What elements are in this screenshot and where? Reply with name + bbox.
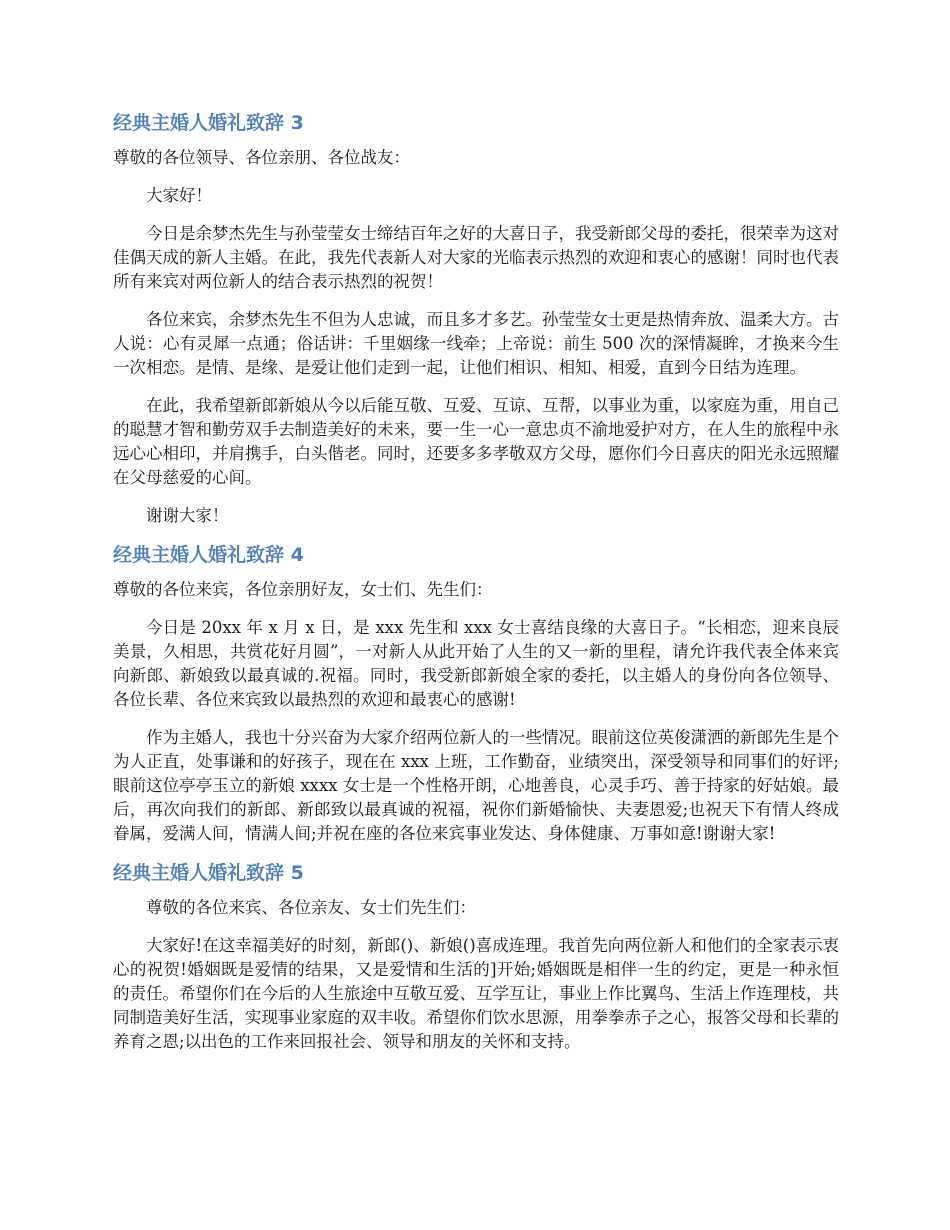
section-heading: 经典主婚人婚礼致辞 4 [113, 544, 304, 566]
paragraph: 今日是余梦杰先生与孙莹莹女士缔结百年之好的大喜日子，我受新郎父母的委托，很荣幸为这对佳偶天成的新人主婚。在此，我先代表新人对大家的光临表示热烈的欢迎和衷心的感谢！同时也代表所有来宾对两位新人的结合表示热烈的祝贺！ [113, 224, 839, 291]
salutation: 尊敬的各位来宾、各位亲友、女士们先生们： [146, 898, 476, 917]
document-page [113, 110, 839, 1068]
paragraph: 作为主婚人，我也十分兴奋为大家介绍两位新人的一些情况。眼前这位英俊潇洒的新郎先生是个为人正直，处事谦和的好孩子，现在在 xxx 上班，工作勤奋，业绩突出，深受领导和同事们的好评;眼前这位亭亭玉立的新娘 xxxx 女士是一个性格开朗，心地善良，心灵手巧、善于持家的好姑娘。最后，再次向我们的新郎、新郎致以最真诚的祝福，祝你们新婚愉快、夫妻恩爱;也祝天下有情人终成眷属，爱满人间，情满人间;并祝在座的各位来宾事业发达、身体健康、万事如意!谢谢大家! [113, 728, 839, 843]
section-heading: 经典主婚人婚礼致辞 3 [113, 112, 304, 134]
paragraph: 大家好!在这幸福美好的时刻，新郎()、新娘()喜成连理。我首先向两位新人和他们的全家表示衷心的祝贺!婚姻既是爱情的结果，又是爱情和生活的]开始;婚姻既是相伴一生的约定，更是一种永恒的责任。希望你们在今后的人生旅途中互敬互爱、互学互让，事业上作比翼鸟、生活上作连理枝，共同制造美好生活，实现事业家庭的双丰收。希望你们饮水思源，用拳拳赤子之心，报答父母和长辈的养育之恩;以出色的工作来回报社会、领导和朋友的关怀和支持。 [113, 936, 839, 1051]
salutation: 尊敬的各位来宾，各位亲朋好友，女士们、先生们： [113, 580, 493, 599]
paragraph: 谢谢大家！ [146, 506, 229, 525]
paragraph: 各位来宾，余梦杰先生不但为人忠诚，而且多才多艺。孙莹莹女士更是热情奔放、温柔大方。古人说：心有灵犀一点通；俗话讲：千里姻缘一线牵；上帝说：前生 500 次的深情凝眸，才换来今生一次相恋。是情、是缘、是爱让他们走到一起，让他们相识、相知、相爱，直到今日结为连理。 [113, 310, 839, 377]
paragraph: 今日是 20xx 年 x 月 x 日，是 xxx 先生和 xxx 女士喜结良缘的大喜日子。“长相恋，迎来良辰美景，久相思，共赏花好月圆”，一对新人从此开始了人生的又一新的里程，请允许我代表全体来宾向新郎、新娘致以最真诚的.祝福。同时，我受新郎新娘全家的委托，以主婚人的身份向各位领导、各位长辈、各位来宾致以最热烈的欢迎和最衷心的感谢! [113, 618, 839, 709]
speech-section-4 [113, 542, 839, 846]
section-heading: 经典主婚人婚礼致辞 5 [113, 862, 304, 884]
paragraph: 在此，我希望新郎新娘从今以后能互敬、互爱、互谅、互帮，以事业为重，以家庭为重，用自己的聪慧才智和勤劳双手去制造美好的未来，要一生一心一意忠贞不渝地爱护对方，在人生的旅程中永远心心相印，并肩携手，白头偕老。同时，还要多多孝敬双方父母，愿你们今日喜庆的阳光永远照耀在父母慈爱的心间。 [113, 396, 839, 487]
salutation: 尊敬的各位领导、各位亲朋、各位战友： [113, 148, 410, 167]
speech-section-5 [113, 860, 839, 1054]
paragraph: 大家好！ [146, 186, 212, 205]
speech-section-3 [113, 110, 839, 528]
